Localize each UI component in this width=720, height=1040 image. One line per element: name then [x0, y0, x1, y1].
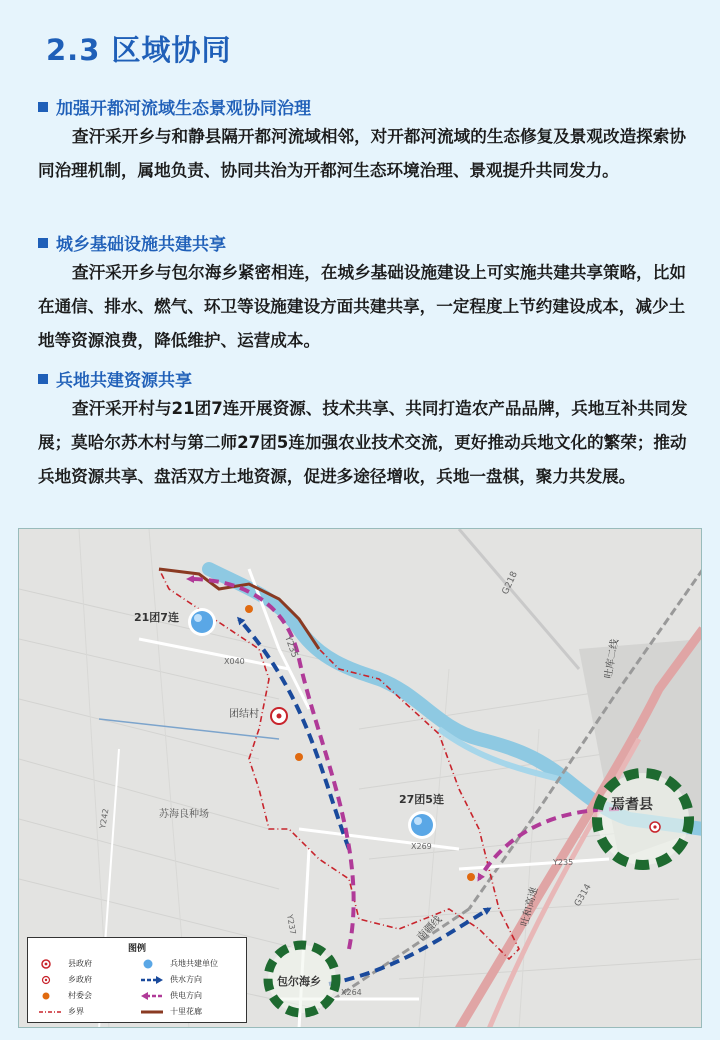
- unit-marker-27-5[interactable]: [408, 811, 436, 839]
- county-govt-icon: [38, 959, 62, 969]
- label-baoerhai: 包尔海乡: [277, 975, 321, 988]
- label-tuanjie: 团结村: [229, 709, 259, 720]
- label-yanqi: 焉耆县: [611, 797, 653, 813]
- yanqi-county-ring[interactable]: [597, 773, 689, 865]
- bingtuan-unit-icon: [140, 959, 164, 969]
- legend-item: [140, 1006, 202, 1017]
- legend-item: [38, 974, 92, 985]
- bullet-square-icon: [38, 102, 48, 112]
- legend-label: 乡界: [68, 1007, 84, 1016]
- label-suhai: 苏海良种场: [159, 809, 209, 820]
- legend-item: [38, 958, 92, 969]
- section-heading-infrastructure: [38, 230, 226, 255]
- legend-label: 县政府: [68, 959, 92, 968]
- legend-item: [140, 974, 202, 985]
- legend-label: 兵地共建单位: [170, 959, 218, 968]
- section-heading-ecology: [38, 94, 311, 119]
- legend-label: 供水方向: [170, 975, 202, 984]
- label-tuhegaosu: 吐和高速: [519, 886, 541, 928]
- label-tukuerxian: 吐库二线: [603, 638, 621, 680]
- map-legend: [27, 937, 247, 1023]
- legend-title: 图例: [127, 944, 146, 954]
- village-committee-marker[interactable]: [245, 605, 253, 613]
- water-supply-arrow-icon: [140, 975, 164, 985]
- section-heading-resources: [38, 366, 192, 391]
- legend-label: 乡政府: [68, 975, 92, 984]
- legend-label: 村委会: [68, 991, 92, 1000]
- legend-item: [140, 990, 202, 1001]
- section-heading-text: 兵地共建资源共享: [56, 371, 192, 391]
- label-g314: G314: [572, 882, 594, 909]
- legend-item: [140, 958, 218, 969]
- page-title: 2.3 区域协同: [46, 33, 232, 67]
- legend-label: 供电方向: [170, 991, 202, 1000]
- label-y235-north: Y235: [282, 634, 300, 660]
- bullet-square-icon: [38, 374, 48, 384]
- township-govt-marker[interactable]: [271, 708, 287, 724]
- legend-label: 十里花廊: [170, 1007, 202, 1016]
- unit-marker-21-7[interactable]: [188, 608, 216, 636]
- section-paragraph-resources: 查汗采开村与21团7连开展资源、技术共享、共同打造农产品品牌，兵地互补共同发展；莫哈尔苏木村与第二师27团5连加强农业技术交流，更好推动兵地文化的繁荣；推动兵地资源共享、盘活双方土地资源，促进多途径增收，兵地一盘棋，聚力共发展。: [38, 399, 688, 486]
- label-y242: Y242: [98, 807, 111, 830]
- legend-item: [38, 1006, 84, 1017]
- section-paragraph-ecology: 查汗采开乡与和静县隔开都河流域相邻，对开都河流域的生态修复及景观改造探索协同治理机制，属地负责、协同共治为开都河生态环境治理、景观提升共同发力。: [38, 127, 686, 180]
- legend-item: [38, 990, 92, 1001]
- label-nanjiangxian: 南疆线: [415, 914, 445, 944]
- label-x264: X264: [341, 988, 362, 997]
- label-x269: X269: [411, 842, 432, 851]
- label-x040: X040: [224, 657, 245, 666]
- label-27-5: 27团5连: [399, 793, 444, 806]
- village-committee-icon: [38, 991, 62, 1001]
- flower-corridor-icon: [140, 1007, 164, 1017]
- village-committee-marker[interactable]: [295, 753, 303, 761]
- label-g218: G218: [500, 570, 520, 597]
- township-boundary-icon: [38, 1007, 62, 1017]
- regional-map: [18, 528, 702, 1028]
- section-heading-text: 城乡基础设施共建共享: [56, 235, 226, 255]
- section-heading-text: 加强开都河流域生态景观协同治理: [56, 99, 311, 119]
- section-paragraph-infrastructure: 查汗采开乡与包尔海乡紧密相连，在城乡基础设施建设上可实施共建共享策略，比如在通信、排水、燃气、环卫等设施建设方面共建共享，一定程度上节约建设成本，减少土地等资源浪费，降低维护、运营成本。: [38, 263, 686, 350]
- township-govt-icon: [38, 975, 62, 985]
- bullet-square-icon: [38, 238, 48, 248]
- village-committee-marker[interactable]: [467, 873, 475, 881]
- label-y235-east: Y235: [553, 858, 574, 867]
- label-21-7: 21团7连: [134, 611, 179, 624]
- label-y237: Y237: [285, 913, 298, 936]
- power-supply-arrow-icon: [140, 991, 164, 1001]
